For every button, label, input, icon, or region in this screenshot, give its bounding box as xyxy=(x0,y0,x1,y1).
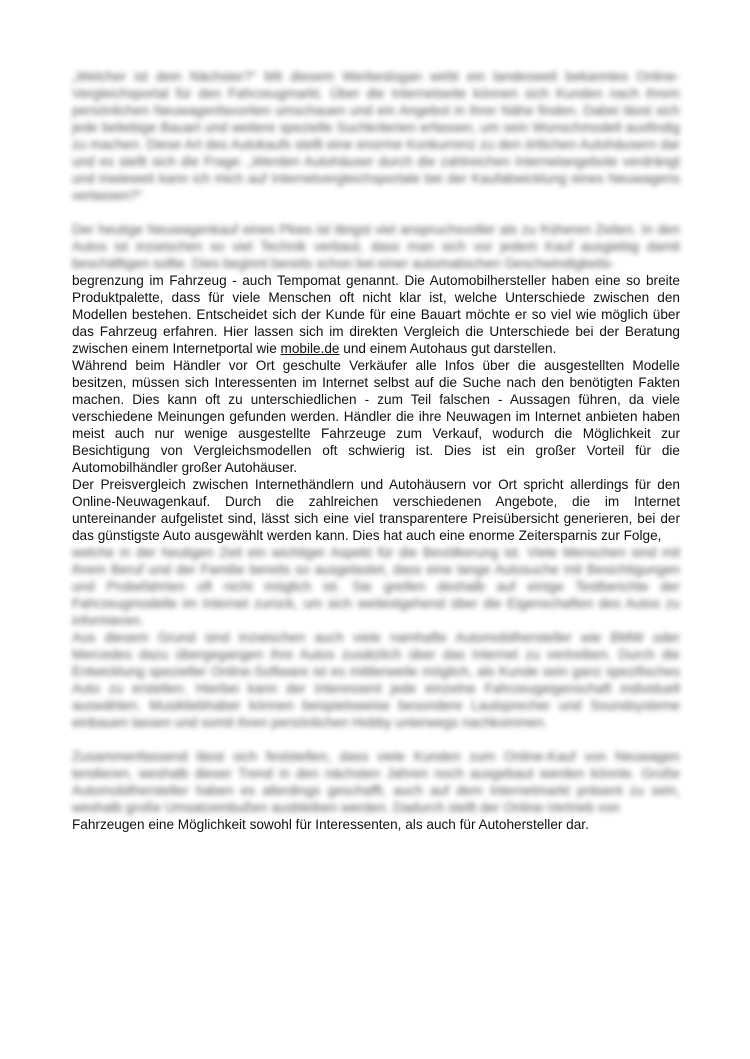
blurred-paragraph-time: welche in der heutigen Zeit ein wichtiger Aspekt für die Bevölkerung ist. Viele Menschen sind mit ihrem Beruf und der Familie bereits so ausgelastet, dass eine lange Autosuche mit Besichtigungen und Probefahrten oft nicht möglich ist. Sie greifen deshalb auf einige Testberichte der Fahrzeugmodelle im Internet zurück, um sich weitestgehend über die Eigenschaften des Autos zu informieren. xyxy=(72,545,680,628)
visible-paragraph-dealer: Während beim Händler vor Ort geschulte Verkäufer alle Infos über die ausgestellten Modelle besitzen, müssen sich Interessenten im Internet selbst auf die Suche nach den benötigten Fakten machen. Dies kann oft zu unterschiedlichen - zum Teil falschen - Aussagen führen, da viele verschiedene Meinungen gefunden werden. Händler die ihre Neuwagen im Internet anbieten haben meist auch nur wenige ausgestellte Fahrzeuge zum Verkauf, wodurch die Möglichkeit zur Besichtigung von Vergleichsmodellen oft schwierig ist. Dies ist ein großer Vorteil für die Automobilhändler großer Autohäuser. xyxy=(72,358,680,475)
paragraph-text: begrenzung im Fahrzeug - auch Tempomat genannt. Die Automobilhersteller haben eine so breite Produktpalette, dass für viele Menschen oft nicht klar ist, welche Unterschiede zwischen den Modellen bestehen. Entscheidet sich der Kunde für eine Bauart möchte er so viel wie möglich über das Fahrzeug erfahren. Hier lassen sich im direkten Vergleich die Unterschiede bei der Beratung zwischen einem Internetportal wie xyxy=(72,273,680,356)
paragraph-text-tail: und einem Autohaus gut darstellen. xyxy=(339,341,557,356)
visible-text-section xyxy=(72,272,680,544)
visible-paragraph-comparison xyxy=(72,272,680,357)
blurred-paragraph-manufacturers: Aus diesem Grund sind inzwischen auch viele namhafte Automobilhersteller wie BMW oder Mercedes dazu übergegangen ihre Autos zusätzlich über das Internet zu vertreiben. Durch die Entwicklung spezieller Online-Software ist es mittlerweile möglich, als Kunde sein ganz spezifisches Auto zu erstellen. Hierbei kann der Interessent jede einzelne Fahrzeugeigenschaft individuell auswählen. Musikliebhaber können beispielsweise besondere Lautsprecher und Soundsysteme einbauen lassen und somit ihren persönlichen Hobby unterwegs nachkommen. xyxy=(72,630,680,730)
visible-paragraph-conclusion: Fahrzeugen eine Möglichkeit sowohl für Interessenten, als auch für Autohersteller dar. xyxy=(72,817,589,832)
paragraph-gap xyxy=(72,731,680,748)
visible-paragraph-price: Der Preisvergleich zwischen Internethändlern und Autohäusern vor Ort spricht allerdings für den Online-Neuwagenkauf. Durch die zahlreichen verschiedenen Angebote, die im Internet untereinander aufgelistet sind, lässt sich eine viel transparentere Preisübersicht generieren, bei der das günstigste Auto ausgewählt werden kann. Dies hat auch eine enorme Zeitersparnis zur Folge, xyxy=(72,477,680,543)
mobile-de-link[interactable]: mobile.de xyxy=(280,341,340,356)
blurred-paragraph-summary: Zusammenfassend lässt sich feststellen, dass viele Kunden zum Online-Kauf von Neuwagen tendieren, weshalb dieser Trend in den nächsten Jahren noch ausgebaut werden könnte. Große Automobilhersteller haben es allerdings geschafft, auch auf dem Internetmarkt präsent zu sein, weshalb große Umsatzeinbußen ausbleiben werden. Dadurch stellt der Online-Vertrieb von xyxy=(72,749,680,815)
blurred-paragraph-purchase-intro: Der heutige Neuwagenkauf eines Pkws ist längst viel anspruchsvoller als zu früheren Zeiten. In den Autos ist inzwischen so viel Technik verbaut, dass man sich vor jedem Kauf ausgiebig damit beschäftigen sollte. Dies beginnt bereits schon bei einer automatischen Geschwindigkeits- xyxy=(72,222,680,271)
document-page xyxy=(72,68,680,833)
blurred-paragraph-intro: „Welcher ist dein Nächster?“ Mit diesem Werbeslogan wirbt ein landesweit bekanntes Online-Vergleichsportal für den Fahrzeugmarkt. Über die Internetseite können sich Kunden nach ihrem persönlichen Neuwagenfavoriten umschauen und ein Angebot in ihrer Nähe finden. Dabei lässt sich jede beliebige Bauart und weitere spezielle Suchkriterien erfassen, um sein Wunschmodell ausfindig zu machen. Diese Art des Autokaufs stellt eine enorme Konkurrenz zu den örtlichen Autohäusern dar und es stellt sich die Frage: „Werden Autohäuser durch die zahlreichen Internetangebote verdrängt und inwieweit kann ich mich auf Internetvergleichsportale bei der Kaufabwicklung eines Neuwagens verlassen?“ xyxy=(72,69,680,203)
paragraph-gap xyxy=(72,204,680,221)
